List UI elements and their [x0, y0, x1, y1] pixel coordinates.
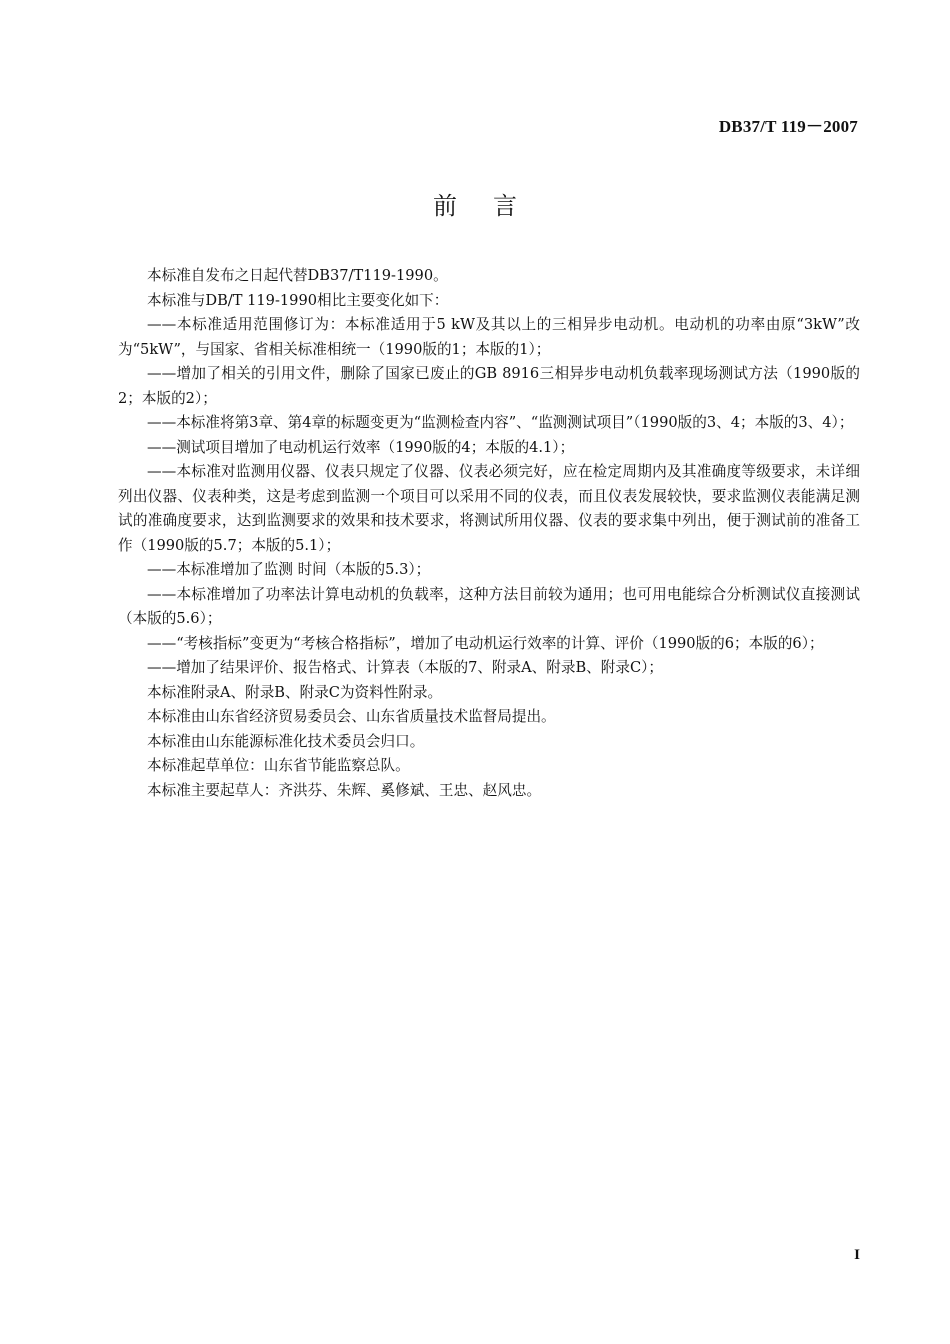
paragraph: 本标准主要起草人：齐洪芬、朱辉、奚修斌、王忠、赵风忠。 — [147, 781, 542, 799]
standard-code: DB37/T 119－2007 — [718, 117, 858, 136]
paragraph: ——增加了结果评价、报告格式、计算表（本版的7、附录A、附录B、附录C）； — [147, 659, 664, 676]
paragraph: 本标准自发布之日起代替DB37/T119-1990。 — [147, 267, 448, 284]
page-title: 前言 — [433, 192, 553, 220]
paragraph: 本标准由山东省经济贸易委员会、山东省质量技术监督局提出。 — [147, 708, 556, 725]
paragraph: 本标准附录A、附录B、附录C为资料性附录。 — [147, 683, 443, 701]
paragraph: ——本标准适用范围修订为：本标准适用于5 kW及其以上的三相异步电动机。电动机的功率由原“3kW”改为“5kW”，与国家、省相关标准相统一（1990版的1；本版的1）； — [118, 316, 860, 358]
paragraph: ——本标准将第3章、第4章的标题变更为“监测检查内容”、“监测测试项目”（1990版的3、4；本版的3、4）； — [147, 414, 854, 431]
foreword-body — [118, 264, 860, 803]
paragraph: ——增加了相关的引用文件，删除了国家已废止的GB 8916三相异步电动机负载率现场测试方法（1990版的2；本版的2）； — [118, 365, 860, 407]
paragraph: ——测试项目增加了电动机运行效率（1990版的4；本版的4.1）； — [147, 438, 575, 456]
paragraph: ——本标准增加了功率法计算电动机的负载率，这种方法目前较为通用；也可用电能综合分析测试仪直接测试（本版的5.6）； — [118, 585, 860, 627]
paragraph: ——本标准对监测用仪器、仪表只规定了仪器、仪表必须完好，应在检定周期内及其准确度等级要求，未详细列出仪器、仪表种类，这是考虑到监测一个项目可以采用不同的仪表，而且仪表发展较快，要求监测仪表能满足测试的准确度要求，达到监测要求的效果和技术要求，将测试所用仪器、仪表的要求集中列出，便于测试前的准备工作（1990版的5.7；本版的5.1）； — [118, 463, 860, 554]
paragraph: 本标准与DB/T 119-1990相比主要变化如下： — [147, 291, 449, 309]
paragraph: ——本标准增加了监测 时间（本版的5.3）； — [147, 561, 431, 578]
paragraph: ——“考核指标”变更为“考核合格指标”，增加了电动机运行效率的计算、评价（1990版的6；本版的6）； — [147, 634, 824, 652]
page-number: I — [854, 1247, 860, 1263]
paragraph: 本标准起草单位：山东省节能监察总队。 — [147, 757, 410, 774]
paragraph: 本标准由山东能源标准化技术委员会归口。 — [147, 732, 425, 750]
